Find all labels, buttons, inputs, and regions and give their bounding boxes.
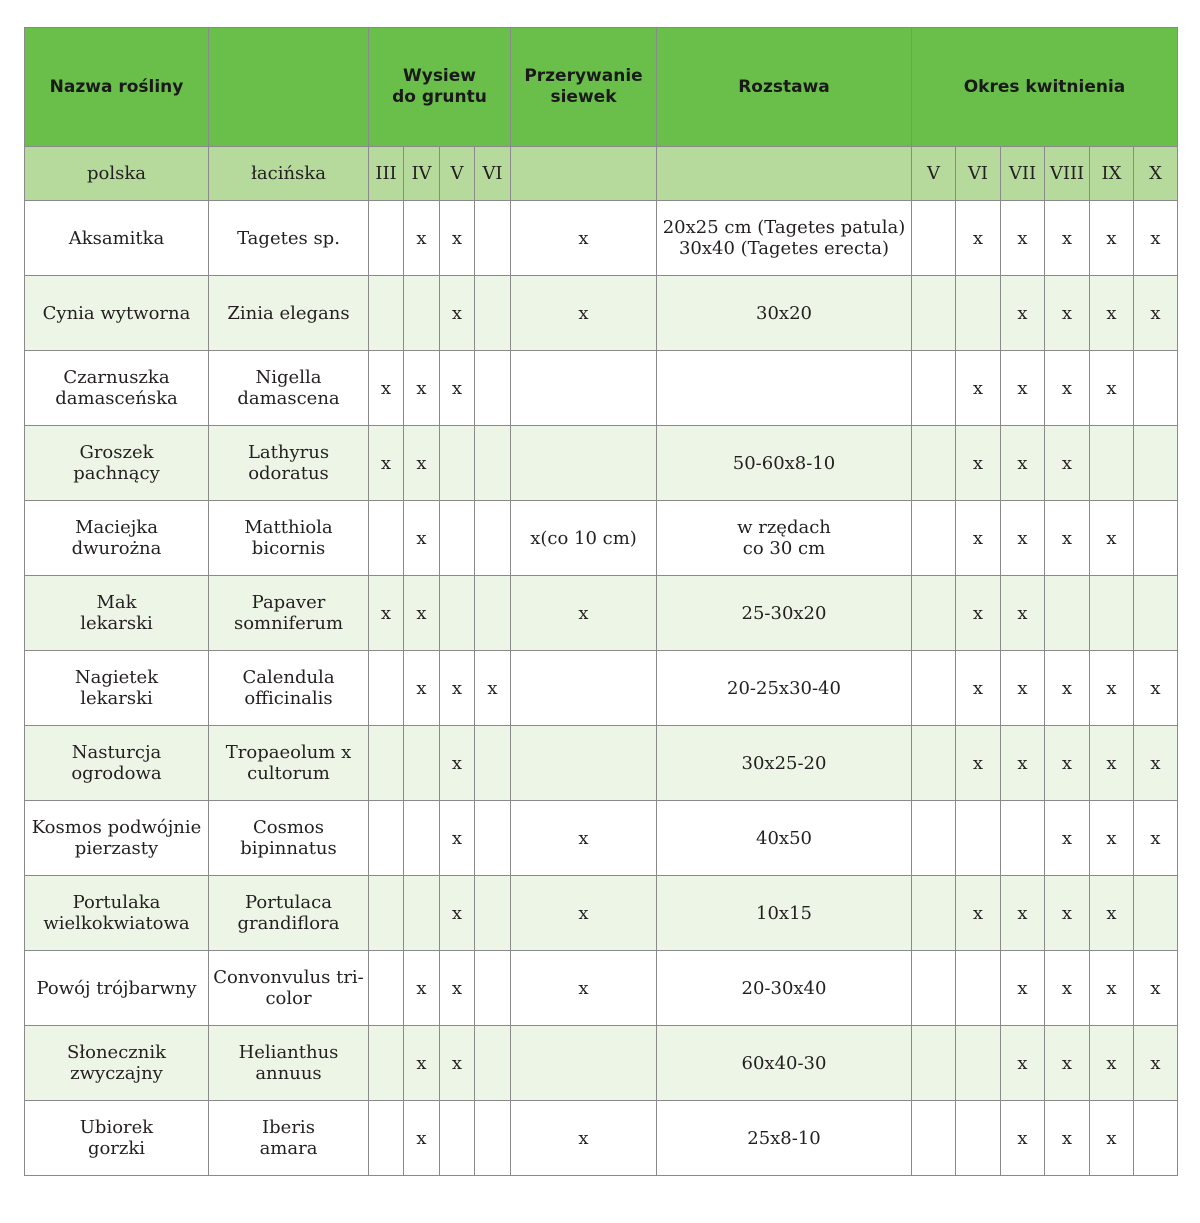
wysiew-cell (369, 201, 404, 276)
plant-name-polish: Cynia wytworna (25, 276, 209, 351)
okres-cell (912, 1101, 956, 1176)
subheader-wysiew-month: III (369, 147, 404, 201)
rozstawa-cell: 50-60x8-10 (657, 426, 912, 501)
okres-cell (912, 576, 956, 651)
okres-cell (1134, 576, 1178, 651)
okres-cell: x (1001, 876, 1045, 951)
okres-cell: x (1001, 651, 1045, 726)
wysiew-cell: x (369, 426, 404, 501)
wysiew-cell: x (404, 201, 440, 276)
wysiew-cell (475, 726, 511, 801)
okres-cell: x (1045, 1101, 1090, 1176)
plant-name-polish: Słonecznik zwyczajny (25, 1026, 209, 1101)
okres-cell: x (1001, 351, 1045, 426)
okres-cell: x (1090, 501, 1134, 576)
okres-cell: x (1134, 276, 1178, 351)
okres-cell: x (1134, 651, 1178, 726)
okres-cell (912, 426, 956, 501)
wysiew-cell (404, 276, 440, 351)
subheader-okres-month: IX (1090, 147, 1134, 201)
wysiew-cell: x (440, 276, 475, 351)
okres-cell (1134, 426, 1178, 501)
okres-cell (912, 201, 956, 276)
okres-cell: x (1134, 201, 1178, 276)
wysiew-cell: x (440, 351, 475, 426)
przerywanie-cell: x (511, 876, 657, 951)
plant-name-polish: Nasturcja ogrodowa (25, 726, 209, 801)
okres-cell: x (1045, 426, 1090, 501)
subheader-wysiew-month: V (440, 147, 475, 201)
plant-name-polish: Aksamitka (25, 201, 209, 276)
plant-name-polish: Portulaka wielkokwiatowa (25, 876, 209, 951)
okres-cell: x (1134, 801, 1178, 876)
subheader-lacinska: łacińska (209, 147, 369, 201)
przerywanie-cell: x (511, 201, 657, 276)
plant-name-latin: Convonvulus tri- color (209, 951, 369, 1026)
przerywanie-cell: x (511, 1101, 657, 1176)
okres-cell: x (1001, 426, 1045, 501)
okres-cell: x (1045, 651, 1090, 726)
okres-cell (912, 351, 956, 426)
okres-cell: x (1001, 951, 1045, 1026)
okres-cell: x (1045, 801, 1090, 876)
okres-cell: x (1001, 276, 1045, 351)
subheader-okres-month: V (912, 147, 956, 201)
wysiew-cell (475, 1026, 511, 1101)
plant-name-polish: Nagietek lekarski (25, 651, 209, 726)
okres-cell: x (956, 501, 1001, 576)
rozstawa-cell: 60x40-30 (657, 1026, 912, 1101)
okres-cell: x (1001, 201, 1045, 276)
okres-cell (912, 651, 956, 726)
okres-cell: x (1134, 1026, 1178, 1101)
table-row (25, 1026, 1178, 1101)
okres-cell: x (1045, 276, 1090, 351)
header-rozstawa: Rozstawa (657, 28, 912, 147)
table-row (25, 876, 1178, 951)
wysiew-cell: x (404, 426, 440, 501)
table-row (25, 576, 1178, 651)
okres-cell: x (956, 651, 1001, 726)
okres-cell (912, 501, 956, 576)
wysiew-cell (475, 951, 511, 1026)
okres-cell: x (1090, 876, 1134, 951)
plant-name-latin: Lathyrus odoratus (209, 426, 369, 501)
wysiew-cell (475, 1101, 511, 1176)
okres-cell: x (1090, 276, 1134, 351)
okres-cell (1134, 501, 1178, 576)
plant-name-latin: Nigella damascena (209, 351, 369, 426)
header-row (25, 28, 1178, 147)
okres-cell (1134, 876, 1178, 951)
plant-name-polish: Maciejka dwurożna (25, 501, 209, 576)
okres-cell: x (956, 426, 1001, 501)
header-okres-kwitnienia: Okres kwitnienia (912, 28, 1178, 147)
okres-cell: x (1090, 1101, 1134, 1176)
okres-cell (1134, 1101, 1178, 1176)
wysiew-cell: x (440, 201, 475, 276)
wysiew-cell (369, 1101, 404, 1176)
okres-cell: x (1001, 1101, 1045, 1176)
wysiew-cell (404, 876, 440, 951)
plant-name-latin: Cosmos bipinnatus (209, 801, 369, 876)
okres-cell (1090, 426, 1134, 501)
okres-cell (1001, 801, 1045, 876)
okres-cell (912, 1026, 956, 1101)
okres-cell: x (1045, 726, 1090, 801)
okres-cell: x (1090, 651, 1134, 726)
okres-cell: x (1001, 576, 1045, 651)
okres-cell (912, 876, 956, 951)
rozstawa-cell: 10x15 (657, 876, 912, 951)
plant-name-polish: Kosmos podwójnie pierzasty (25, 801, 209, 876)
plant-name-latin: Calendula officinalis (209, 651, 369, 726)
okres-cell: x (1045, 1026, 1090, 1101)
wysiew-cell (475, 501, 511, 576)
okres-cell (956, 1101, 1001, 1176)
rozstawa-cell: 20-25x30-40 (657, 651, 912, 726)
wysiew-cell (475, 276, 511, 351)
wysiew-cell (404, 726, 440, 801)
okres-cell: x (1001, 726, 1045, 801)
okres-cell: x (1001, 1026, 1045, 1101)
przerywanie-cell (511, 351, 657, 426)
przerywanie-cell: x (511, 801, 657, 876)
rozstawa-cell: w rzędach co 30 cm (657, 501, 912, 576)
subheader-polska: polska (25, 147, 209, 201)
subheader-okres-month: VIII (1045, 147, 1090, 201)
subheader-wysiew-month: IV (404, 147, 440, 201)
okres-cell: x (1001, 501, 1045, 576)
okres-cell (956, 951, 1001, 1026)
wysiew-cell: x (404, 651, 440, 726)
wysiew-cell: x (404, 501, 440, 576)
okres-cell: x (1045, 876, 1090, 951)
subheader-okres-month: VI (956, 147, 1001, 201)
wysiew-cell (440, 426, 475, 501)
plant-name-polish: Czarnuszka damasceńska (25, 351, 209, 426)
wysiew-cell: x (475, 651, 511, 726)
wysiew-cell (475, 351, 511, 426)
okres-cell: x (1090, 726, 1134, 801)
plant-name-latin: Portulaca grandiflora (209, 876, 369, 951)
wysiew-cell (369, 801, 404, 876)
rozstawa-cell: 25-30x20 (657, 576, 912, 651)
wysiew-cell: x (404, 576, 440, 651)
przerywanie-cell (511, 651, 657, 726)
subheader-wysiew-month: VI (475, 147, 511, 201)
header-nazwa-rosliny: Nazwa rośliny (25, 28, 209, 147)
wysiew-cell (440, 501, 475, 576)
okres-cell: x (956, 351, 1001, 426)
wysiew-cell (369, 876, 404, 951)
wysiew-cell: x (440, 726, 475, 801)
subheader-okres-month: X (1134, 147, 1178, 201)
okres-cell: x (1090, 201, 1134, 276)
table-row (25, 651, 1178, 726)
table-row (25, 726, 1178, 801)
okres-cell (1134, 351, 1178, 426)
okres-cell (956, 801, 1001, 876)
przerywanie-cell: x (511, 576, 657, 651)
okres-cell: x (1045, 501, 1090, 576)
okres-cell (1045, 576, 1090, 651)
przerywanie-cell (511, 426, 657, 501)
rozstawa-cell: 40x50 (657, 801, 912, 876)
wysiew-cell (440, 1101, 475, 1176)
plant-name-latin: Tropaeolum x cultorum (209, 726, 369, 801)
rozstawa-cell (657, 351, 912, 426)
przerywanie-cell: x (511, 951, 657, 1026)
wysiew-cell (369, 951, 404, 1026)
okres-cell: x (956, 576, 1001, 651)
wysiew-cell: x (404, 951, 440, 1026)
rozstawa-cell: 30x20 (657, 276, 912, 351)
plant-name-polish: Mak lekarski (25, 576, 209, 651)
table-row (25, 426, 1178, 501)
okres-cell (912, 276, 956, 351)
wysiew-cell (475, 426, 511, 501)
okres-cell: x (956, 876, 1001, 951)
subheader-okres-month: VII (1001, 147, 1045, 201)
plant-name-latin: Matthiola bicornis (209, 501, 369, 576)
plant-name-polish: Groszek pachnący (25, 426, 209, 501)
okres-cell: x (1090, 351, 1134, 426)
header-przerywanie: Przerywanie siewek (511, 28, 657, 147)
wysiew-cell (475, 576, 511, 651)
wysiew-cell: x (440, 801, 475, 876)
okres-cell: x (1045, 351, 1090, 426)
table-row (25, 351, 1178, 426)
plant-name-latin: Helianthus annuus (209, 1026, 369, 1101)
wysiew-cell: x (369, 351, 404, 426)
okres-cell: x (1090, 801, 1134, 876)
wysiew-cell: x (404, 1101, 440, 1176)
table-row (25, 801, 1178, 876)
wysiew-cell: x (440, 1026, 475, 1101)
okres-cell (912, 801, 956, 876)
header-empty (209, 28, 369, 147)
okres-cell: x (956, 726, 1001, 801)
wysiew-cell (440, 576, 475, 651)
okres-cell: x (1134, 726, 1178, 801)
okres-cell: x (1090, 951, 1134, 1026)
przerywanie-cell (511, 726, 657, 801)
rozstawa-cell: 30x25-20 (657, 726, 912, 801)
header-wysiew: Wysiew do gruntu (369, 28, 511, 147)
plant-name-latin: Tagetes sp. (209, 201, 369, 276)
plant-name-latin: Iberis amara (209, 1101, 369, 1176)
wysiew-cell (369, 1026, 404, 1101)
okres-cell: x (956, 201, 1001, 276)
table-row (25, 501, 1178, 576)
table-row (25, 201, 1178, 276)
wysiew-cell: x (369, 576, 404, 651)
subheader-rozstawa-empty (657, 147, 912, 201)
okres-cell: x (1045, 951, 1090, 1026)
wysiew-cell (369, 501, 404, 576)
okres-cell (956, 276, 1001, 351)
okres-cell: x (1134, 951, 1178, 1026)
okres-cell (912, 726, 956, 801)
table-row (25, 276, 1178, 351)
wysiew-cell: x (404, 1026, 440, 1101)
przerywanie-cell (511, 1026, 657, 1101)
okres-cell: x (1045, 201, 1090, 276)
plant-name-latin: Papaver somniferum (209, 576, 369, 651)
subheader-przerywanie-empty (511, 147, 657, 201)
okres-cell (1090, 576, 1134, 651)
subheader-row (25, 147, 1178, 201)
wysiew-cell (475, 201, 511, 276)
plant-name-latin: Zinia elegans (209, 276, 369, 351)
rozstawa-cell: 20x25 cm (Tagetes patula) 30x40 (Tagetes erecta) (657, 201, 912, 276)
okres-cell: x (1090, 1026, 1134, 1101)
wysiew-cell (404, 801, 440, 876)
wysiew-cell (475, 876, 511, 951)
przerywanie-cell: x(co 10 cm) (511, 501, 657, 576)
wysiew-cell: x (440, 876, 475, 951)
wysiew-cell (475, 801, 511, 876)
table-row (25, 1101, 1178, 1176)
wysiew-cell (369, 276, 404, 351)
plant-sowing-table (24, 27, 1178, 1176)
wysiew-cell (369, 651, 404, 726)
okres-cell (956, 1026, 1001, 1101)
wysiew-cell: x (404, 351, 440, 426)
table-row (25, 951, 1178, 1026)
okres-cell (912, 951, 956, 1026)
plant-name-polish: Ubiorek gorzki (25, 1101, 209, 1176)
plant-name-polish: Powój trójbarwny (25, 951, 209, 1026)
rozstawa-cell: 25x8-10 (657, 1101, 912, 1176)
przerywanie-cell: x (511, 276, 657, 351)
rozstawa-cell: 20-30x40 (657, 951, 912, 1026)
wysiew-cell (369, 726, 404, 801)
wysiew-cell: x (440, 651, 475, 726)
wysiew-cell: x (440, 951, 475, 1026)
